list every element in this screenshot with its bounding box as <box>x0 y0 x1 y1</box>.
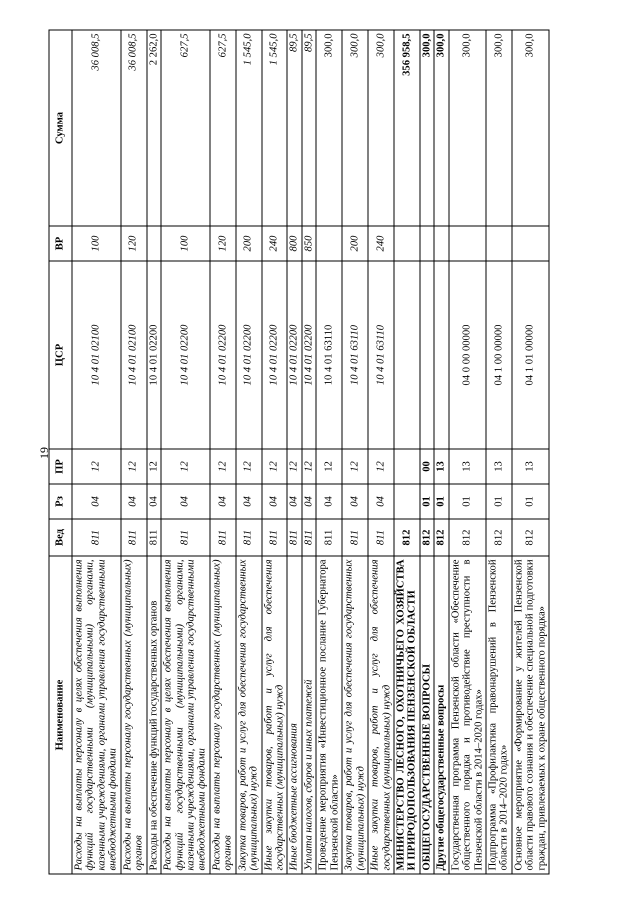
cell-name: Иные закупки товаров, работ и услуг для обеспечения государственных (муниципальных) нужд <box>368 556 394 874</box>
table-row <box>342 30 368 874</box>
cell-ved: 811 <box>302 519 316 556</box>
cell-sum: 36 008,5 <box>121 30 147 226</box>
table-row <box>434 30 448 874</box>
cell-pr: 12 <box>72 449 121 484</box>
cell-pr: 12 <box>316 449 342 484</box>
cell-csr <box>394 261 420 449</box>
table-row <box>486 30 512 874</box>
table-row <box>316 30 342 874</box>
cell-name: Закупка товаров, работ и услуг для обеспечения государственных (муниципальных) нужд <box>342 556 368 874</box>
budget-table <box>49 30 550 875</box>
cell-ved: 811 <box>342 519 368 556</box>
cell-vr <box>316 226 342 261</box>
cell-pr: 12 <box>368 449 394 484</box>
table-row <box>147 30 161 874</box>
cell-pr: 12 <box>210 449 236 484</box>
cell-pr: 12 <box>287 449 301 484</box>
header-pr: ПР <box>49 449 72 484</box>
cell-vr: 120 <box>210 226 236 261</box>
header-row <box>49 30 72 874</box>
cell-csr: 10 4 01 02200 <box>302 261 316 449</box>
cell-rz: 01 <box>449 484 486 519</box>
cell-pr: 13 <box>434 449 448 484</box>
cell-vr: 800 <box>287 226 301 261</box>
header-vr: ВР <box>49 226 72 261</box>
cell-name: ОБЩЕГОСУДАРСТВЕННЫЕ ВОПРОСЫ <box>420 556 434 874</box>
table-row <box>262 30 288 874</box>
cell-ved: 811 <box>147 519 161 556</box>
cell-name: Иные закупки товаров, работ и услуг для обеспечения государственных (муниципальных) нужд <box>262 556 288 874</box>
cell-rz: 01 <box>486 484 512 519</box>
cell-vr: 850 <box>302 226 316 261</box>
cell-rz: 04 <box>302 484 316 519</box>
table-row <box>236 30 262 874</box>
cell-sum: 300,0 <box>449 30 486 226</box>
cell-ved: 811 <box>121 519 147 556</box>
cell-pr: 00 <box>420 449 434 484</box>
cell-vr <box>394 226 420 261</box>
page-number: 19 <box>37 447 51 459</box>
cell-pr: 12 <box>342 449 368 484</box>
cell-rz: 04 <box>72 484 121 519</box>
cell-name: Основное мероприятие «Формирование у жителей Пензенской области правового сознания и обеспечение специальной подготовки граждан, привлекаемых к охране общественного порядка» <box>512 556 549 874</box>
cell-rz: 04 <box>210 484 236 519</box>
cell-rz: 04 <box>121 484 147 519</box>
cell-rz: 01 <box>434 484 448 519</box>
cell-ved: 811 <box>316 519 342 556</box>
cell-rz: 04 <box>368 484 394 519</box>
cell-vr: 100 <box>72 226 121 261</box>
cell-csr <box>420 261 434 449</box>
cell-name: Расходы на выплаты персоналу в целях обеспечения выполнения функций государственными (муниципальными) органами, казенными учреждениями, органами управления государственными внебюджетными фондами <box>161 556 210 874</box>
cell-rz: 04 <box>236 484 262 519</box>
table-row <box>72 30 121 874</box>
cell-sum: 627,5 <box>210 30 236 226</box>
cell-pr: 12 <box>236 449 262 484</box>
cell-pr: 12 <box>302 449 316 484</box>
cell-csr: 04 1 00 00000 <box>486 261 512 449</box>
cell-sum: 300,0 <box>420 30 434 226</box>
cell-name: МИНИСТЕРСТВО ЛЕСНОГО, ОХОТНИЧЬЕГО ХОЗЯЙСТВА И ПРИРОДОПОЛЬЗОВАНИЯ ПЕНЗЕНСКОЙ ОБЛАСТИ <box>394 556 420 874</box>
cell-rz: 04 <box>161 484 210 519</box>
table-row <box>121 30 147 874</box>
cell-csr: 04 1 01 00000 <box>512 261 549 449</box>
cell-pr: 12 <box>121 449 147 484</box>
table-row <box>512 30 549 874</box>
cell-vr <box>512 226 549 261</box>
cell-sum: 2 262,0 <box>147 30 161 226</box>
header-sum: Сумма <box>49 30 72 226</box>
table-row <box>394 30 420 874</box>
cell-name: Расходы на выплаты персоналу государственных (муниципальных) органов <box>210 556 236 874</box>
table-body <box>72 30 549 874</box>
cell-csr: 10 4 01 63110 <box>368 261 394 449</box>
cell-name: Расходы на выплаты персоналу в целях обеспечения выполнения функций государственными (муниципальными) органами, казенными учреждениями, органами управления государственными внебюджетными фондами <box>72 556 121 874</box>
cell-pr: 12 <box>161 449 210 484</box>
cell-name: Уплата налогов, сборов и иных платежей <box>302 556 316 874</box>
cell-csr: 10 4 01 02200 <box>236 261 262 449</box>
cell-name: Проведение мероприятия «Инвестиционное послание Губернатора Пензенской области» <box>316 556 342 874</box>
cell-rz: 04 <box>287 484 301 519</box>
cell-vr: 200 <box>342 226 368 261</box>
cell-ved: 812 <box>420 519 434 556</box>
cell-sum: 300,0 <box>368 30 394 226</box>
cell-name: Закупка товаров, работ и услуг для обеспечения государственных (муниципальных) нужд <box>236 556 262 874</box>
cell-sum: 89,5 <box>302 30 316 226</box>
cell-sum: 300,0 <box>486 30 512 226</box>
cell-rz: 01 <box>512 484 549 519</box>
cell-sum: 300,0 <box>512 30 549 226</box>
cell-ved: 812 <box>449 519 486 556</box>
cell-sum: 1 545,0 <box>262 30 288 226</box>
cell-name: Подпрограмма «Профилактика правонарушений в Пензенской области в 2014–2020 годах» <box>486 556 512 874</box>
cell-csr: 10 4 01 02200 <box>147 261 161 449</box>
cell-csr: 10 4 01 63110 <box>316 261 342 449</box>
cell-csr: 10 4 01 02100 <box>121 261 147 449</box>
cell-vr <box>147 226 161 261</box>
cell-ved: 812 <box>512 519 549 556</box>
cell-ved: 811 <box>161 519 210 556</box>
cell-rz: 04 <box>147 484 161 519</box>
cell-ved: 811 <box>236 519 262 556</box>
cell-vr: 240 <box>262 226 288 261</box>
table-row <box>210 30 236 874</box>
cell-vr <box>449 226 486 261</box>
cell-pr: 13 <box>449 449 486 484</box>
cell-ved: 811 <box>368 519 394 556</box>
cell-ved: 811 <box>287 519 301 556</box>
cell-rz: 04 <box>262 484 288 519</box>
cell-csr <box>434 261 448 449</box>
cell-csr: 10 4 01 02100 <box>72 261 121 449</box>
cell-pr: 13 <box>486 449 512 484</box>
cell-pr: 13 <box>512 449 549 484</box>
cell-rz: 04 <box>342 484 368 519</box>
cell-name: Расходы на выплаты персоналу государственных (муниципальных) органов <box>121 556 147 874</box>
header-csr: ЦСР <box>49 261 72 449</box>
cell-sum: 36 008,5 <box>72 30 121 226</box>
table-row <box>287 30 301 874</box>
cell-vr <box>420 226 434 261</box>
cell-ved: 811 <box>210 519 236 556</box>
cell-sum: 300,0 <box>434 30 448 226</box>
cell-csr: 10 4 01 02200 <box>287 261 301 449</box>
cell-ved: 811 <box>262 519 288 556</box>
cell-rz <box>394 484 420 519</box>
cell-csr: 10 4 01 02200 <box>262 261 288 449</box>
cell-rz: 04 <box>316 484 342 519</box>
cell-pr: 12 <box>262 449 288 484</box>
cell-ved: 811 <box>72 519 121 556</box>
table-row <box>420 30 434 874</box>
cell-sum: 300,0 <box>342 30 368 226</box>
cell-rz: 01 <box>420 484 434 519</box>
cell-sum: 89,5 <box>287 30 301 226</box>
header-rz: Рз <box>49 484 72 519</box>
table-row <box>302 30 316 874</box>
table-row <box>449 30 486 874</box>
cell-ved: 812 <box>394 519 420 556</box>
cell-name: Иные бюджетные ассигнования <box>287 556 301 874</box>
cell-vr: 100 <box>161 226 210 261</box>
cell-csr: 10 4 01 02200 <box>210 261 236 449</box>
cell-ved: 812 <box>434 519 448 556</box>
cell-vr: 120 <box>121 226 147 261</box>
table-row <box>368 30 394 874</box>
cell-ved: 812 <box>486 519 512 556</box>
cell-pr: 12 <box>147 449 161 484</box>
cell-sum: 1 545,0 <box>236 30 262 226</box>
cell-vr: 240 <box>368 226 394 261</box>
cell-sum: 356 958,5 <box>394 30 420 226</box>
cell-sum: 300,0 <box>316 30 342 226</box>
cell-name: Государственная программа Пензенской области «Обеспечение общественного порядка и противодействие преступности в Пензенской области в 2014–2020 годах» <box>449 556 486 874</box>
rotated-document <box>49 31 592 875</box>
header-ved: Вед <box>49 519 72 556</box>
cell-csr: 10 4 01 63110 <box>342 261 368 449</box>
cell-sum: 627,5 <box>161 30 210 226</box>
cell-vr <box>434 226 448 261</box>
cell-vr: 200 <box>236 226 262 261</box>
cell-name: Другие общегосударственные вопросы <box>434 556 448 874</box>
cell-csr: 10 4 01 02200 <box>161 261 210 449</box>
cell-pr <box>394 449 420 484</box>
cell-csr: 04 0 00 00000 <box>449 261 486 449</box>
cell-vr <box>486 226 512 261</box>
header-name: Наименование <box>49 556 72 874</box>
cell-name: Расходы на обеспечение функций государственных органов <box>147 556 161 874</box>
table-row <box>161 30 210 874</box>
